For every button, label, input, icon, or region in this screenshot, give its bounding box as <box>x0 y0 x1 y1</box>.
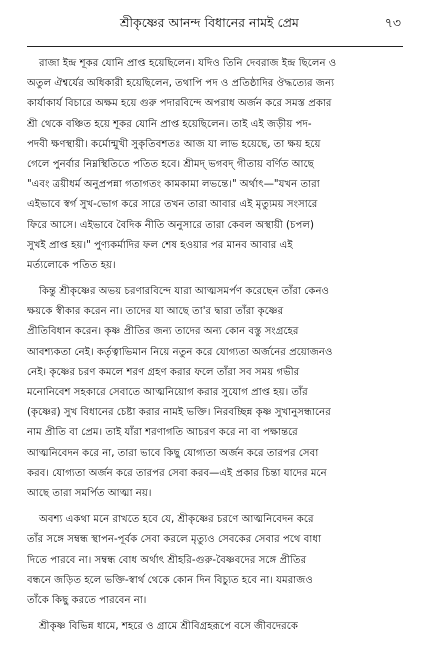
text-line: বন্ধনে জড়িত হলে ভক্তি-স্বার্থ থেকে কোন দিন বিচ্যুত হবে না। যমরাজও <box>27 574 313 586</box>
text-line: "এবং ত্রয়ীধর্ম অনুপ্রপন্না গতাগতং কামকামা লভন্তে।" অর্থাৎ—"যখন তারা <box>27 179 320 191</box>
text-line: আছে তারা সমর্পিত আত্মা নয়। <box>27 487 152 499</box>
paragraph <box>27 54 403 276</box>
text-line: ফিরে আসে। এইভাবে বৈদিক নীতি অনুসারে তারা কেবল অস্থায়ী (চপল) <box>27 219 314 231</box>
page-number: ৭৩ <box>384 15 401 30</box>
text-line: কার্যাকার্য বিচারে অক্ষম হয়ে গুরু পদারবিন্দে অপরাধ অর্জন করে সমস্ত প্রকার <box>27 98 332 110</box>
text-line: মর্ত্যলোকে পতিত হয়। <box>27 259 116 271</box>
text-line: দিতে পারবে না। সম্বন্ধ বোধ অর্থাৎ শ্রীহরি-গুরু-বৈষ্ণবদের সঙ্গে প্রীতির <box>27 554 307 566</box>
paragraph <box>27 617 403 637</box>
text-line: (কৃষ্ণের) সুখ বিধানের চেষ্টা করার নামই ভক্তি। নিরবচ্ছিন্ন কৃষ্ণ সুখানুসন্ধানের <box>27 407 331 419</box>
text-line: আবশ্যকতা নেই। কর্তৃত্বাভিমান নিয়ে নতুন করে যোগ্যতা অর্জনের প্রয়োজনও <box>27 346 333 358</box>
running-title: শ্রীকৃষ্ণের আনন্দ বিধানের নামই প্রেম <box>120 15 299 30</box>
text-line: গেলে পুনর্বার নিম্নস্থিতিতে পতিত হবে। শ্রীমদ্ ভগবদ্ গীতায় বর্ণিত আছে <box>27 158 314 170</box>
text-line: আত্মনিবেদন করে না, তারা ভাবে কিছু যোগ্যতা অর্জন করে তারপর সেবা <box>27 447 319 459</box>
text-line: পদবী ক্ষণস্থায়ী। কর্মোন্মুখী সুকৃতিবশতঃ আজ যা লাভ হয়েছে, তা ক্ষয় হয়ে <box>27 138 321 150</box>
text-line: অতুল ঐশ্বর্যের অধিকারী হয়েছিলেন, তথাপি পদ ও প্রতিষ্ঠাদির ঔদ্ধত্যের জন্য <box>27 78 335 90</box>
running-header <box>27 10 403 47</box>
text-line: অবশ্য একথা মনে রাখতে হবে যে, শ্রীকৃষ্ণের চরণে আত্মনিবেদন করে <box>39 514 314 526</box>
paragraph <box>27 282 403 504</box>
text-line: ক্ষয়কে স্বীকার করেন না। তাদের যা আছে তা'র দ্বারা তাঁরা কৃষ্ণের <box>27 306 284 318</box>
text-line: শ্রীকৃষ্ণ বিভিন্ন ধামে, শহরে ও গ্রামে শ্রীবিগ্রহরূপে বসে জীবদেরকে <box>39 621 299 633</box>
body-text <box>27 47 403 637</box>
text-line: করব। যোগ্যতা অর্জন করে তারপর সেবা করব—এই প্রকার চিন্তা যাদের মনে <box>27 467 327 479</box>
paragraph <box>27 510 403 611</box>
text-line: প্রীতিবিধান করেন। কৃষ্ণ প্রীতির জন্য তাদের অন্য কোন বস্তু সংগ্রহের <box>27 326 299 338</box>
text-line: মনোনিবেশ সহকারে সেবাতে আত্মনিয়োগ করার সুযোগ প্রাপ্ত হয়। তাঁর <box>27 387 308 398</box>
text-line: শ্রী থেকে বঞ্চিত হয়ে শূকর যোনি প্রাপ্ত হয়েছিলেন। তাই এই জড়ীয় পদ- <box>27 118 312 130</box>
text-line: তাঁর সঙ্গে সম্বন্ধ স্থাপন-পূর্বক সেবা করলে মৃত্যুও সেবকের সেবার পথে বাধা <box>27 534 322 546</box>
text-line: এইভাবে স্বর্গ সুখ-ভোগ করে সারে তখন তারা আবার এই মৃত্যুময় সংসারে <box>27 199 318 211</box>
text-line: রাজা ইন্দ্র শূকর যোনি প্রাপ্ত হয়েছিলেন। যদিও তিনি দেবরাজ ইন্দ্র ছিলেন ও <box>39 58 337 69</box>
text-line: নেই। কৃষ্ণের চরণ কমলে শরণ গ্রহণ করার ফলে তাঁরা সব সময় গভীর <box>27 366 300 378</box>
text-line: তাঁকে কিছু করতে পারবেন না। <box>27 594 147 606</box>
text-line: কিন্তু শ্রীকৃষ্ণের অভয় চরণারবিন্দে যারা আত্মসমর্পণ করেছেন তাঁরা কেনও <box>39 286 330 298</box>
text-line: নাম প্রীতি বা প্রেম। তাই যাঁরা শরণাগতি আচরণ করে না বা পক্ষান্তরে <box>27 427 298 439</box>
text-line: সুখই প্রাপ্ত হয়।" পুণ্যকর্মাদির ফল শেষ হওয়ার পর মানব আবার এই <box>27 239 293 251</box>
